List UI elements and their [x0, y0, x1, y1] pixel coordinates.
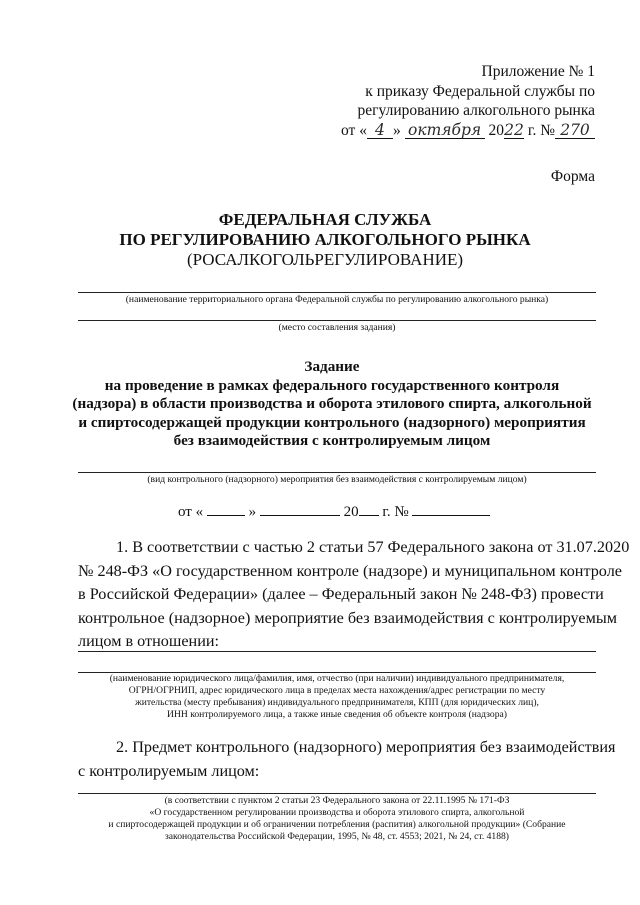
appendix-title: Приложение № 1 [481, 63, 595, 80]
subject-info-caption: (наименование юридического лица/фамилия, имя, отчество (при наличии) индивидуального предпринимателя, ОГРН/ОГРНИП, адрес юридического лица в пределах места нахождения/адрес регистрации по месту жительства (месту пребывания) индивидуального предпринимателя, КПП (для юридических лиц), ИНН контролируемого лица, а также иные сведения об объекте контроля (надзора) [109, 673, 565, 720]
place-caption: (место составления задания) [278, 322, 396, 333]
paragraph-1: 1. В соответствии с частью 2 статьи 57 Федерального закона от 31.07.2020 № 248-ФЗ «О государственном контроле (надзоре) и муниципальном контроле в Российской Федерации» (далее – Федеральный закон № 248-ФЗ) провести контрольное (надзорное) мероприятие без взаимодействия с контролируемым лицом в отношении: [78, 538, 630, 650]
agency-line-1: ФЕДЕРАЛЬНАЯ СЛУЖБА [218, 210, 432, 229]
form-label: Форма [550, 168, 595, 185]
task-title-block [64, 358, 600, 451]
agency-line-2: ПО РЕГУЛИРОВАНИЮ АЛКОГОЛЬНОГО РЫНКА [119, 230, 531, 249]
order-number: 270 [555, 122, 595, 139]
task-year-field[interactable] [359, 503, 379, 516]
agency-block [90, 210, 560, 270]
event-type-caption: (вид контрольного (надзорного) мероприятия без взаимодействия с контролируемым лицом) [147, 474, 527, 485]
territorial-body-caption: (наименование территориального органа Федеральной службы по регулированию алкогольного рынка) [125, 294, 549, 305]
appendix-date-line: от « 4 » октября 2022 г. № 270 [330, 121, 595, 141]
order-day: 4 [367, 122, 393, 139]
appendix-agency-ref: регулированию алкогольного рынка [357, 102, 595, 119]
event-type-field[interactable] [78, 472, 596, 473]
task-title: Задание [304, 358, 360, 375]
task-date-line: от « » 20 г. № [178, 503, 490, 521]
place-field[interactable] [78, 320, 596, 321]
task-day-field[interactable] [207, 503, 245, 516]
legal-basis-caption: (в соответствии с пунктом 2 статьи 23 Федерального закона от 22.11.1995 № 171-ФЗ «О государственном регулировании производства и оборота этилового спирта, алкогольной и спиртосодержащей продукции и об ограничении потребления (распития) алкогольной продукции» (Собрание законодательства Российской Федерации, 1995, № 48, ст. 4553; 2021, № 24, ст. 4188) [108, 795, 566, 842]
task-month-field[interactable] [260, 503, 340, 516]
appendix-header [330, 62, 595, 140]
agency-line-3: (РОСАЛКОГОЛЬРЕГУЛИРОВАНИЕ) [186, 250, 464, 269]
task-number-field[interactable] [412, 503, 490, 516]
appendix-order-ref: к приказу Федеральной службы по [365, 82, 595, 100]
task-line-1: на проведение в рамках федерального государственного контроля [104, 376, 560, 394]
territorial-body-field[interactable] [78, 292, 596, 293]
order-year: 22 [504, 120, 524, 139]
task-line-2: (надзора) в области производства и оборота этилового спирта, алкогольной [72, 395, 592, 412]
paragraph-2: 2. Предмет контрольного (надзорного) мероприятия без взаимодействия с контролируемым лицом: [78, 738, 616, 780]
subject-field-line-1[interactable] [78, 651, 596, 652]
order-month: октября [405, 122, 485, 139]
subject-matter-field[interactable] [78, 793, 596, 794]
task-line-3: и спиртосодержащей продукции контрольного (надзорного) мероприятия [78, 413, 586, 431]
task-line-4: без взаимодействия с контролируемым лицом [173, 432, 491, 449]
